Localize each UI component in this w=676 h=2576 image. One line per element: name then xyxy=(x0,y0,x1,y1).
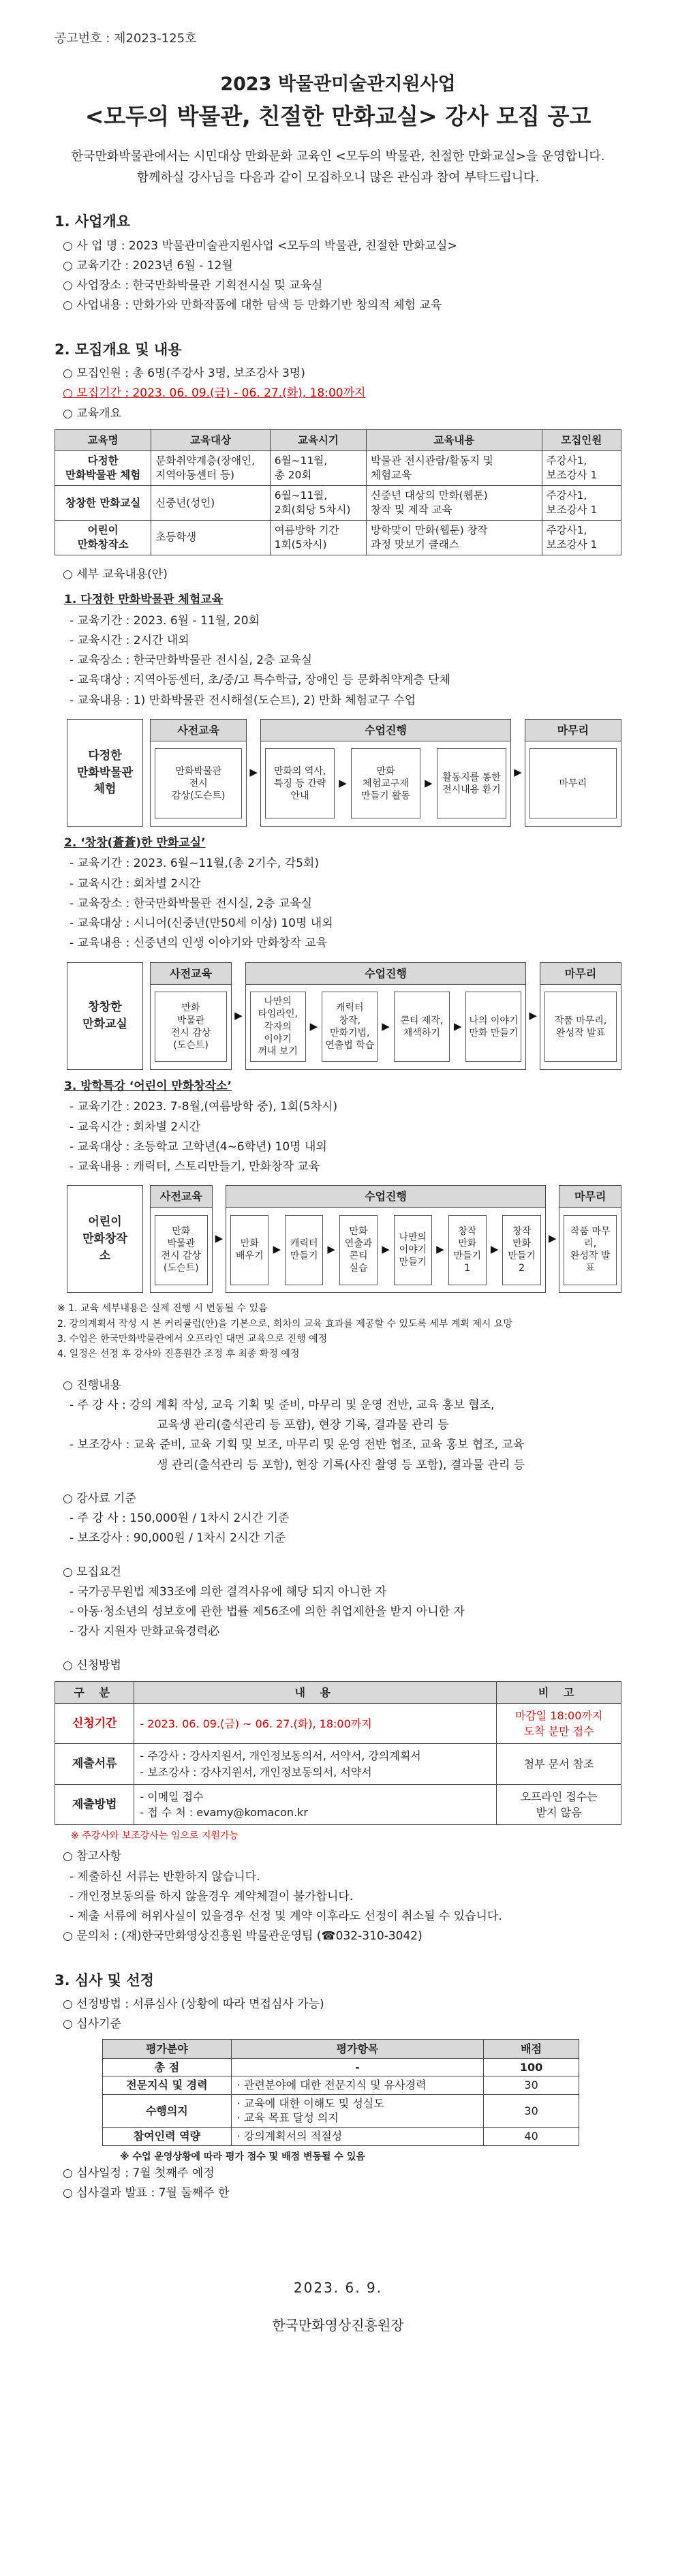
program-detail-line: - 교육내용 : 신중년의 인생 이야기와 만화창작 교육 xyxy=(70,936,328,951)
program-detail-line: - 교육내용 : 캐릭터, 스토리만들기, 만화창작 교육 xyxy=(70,1159,320,1174)
table-cell: 주강사1, 보조강사 1 xyxy=(542,451,621,486)
group-header: 사전교육 xyxy=(151,720,246,741)
review-schedule: ○ 심사일정 : 7월 첫째주 예정 xyxy=(63,2166,215,2180)
step-box: 작품 마무리, 완성작 발표 xyxy=(564,1215,617,1285)
note-line: 4. 일정은 선정 후 강사와 진흥원간 조정 후 최종 확정 예정 xyxy=(57,1349,300,1360)
step-box: 캐릭터 창작, 만화기법, 연출법 학습 xyxy=(322,992,378,1062)
table-cell: 신중년(성인) xyxy=(151,486,271,521)
program-detail-line: - 교육내용 : 1) 만화박물관 전시해설(도슨트), 2) 만화 체험교구 수업 xyxy=(70,693,416,707)
arrow-icon: ▶ xyxy=(249,765,258,778)
duty-title: ○ 진행내용 xyxy=(63,1378,121,1392)
table-row xyxy=(55,1704,621,1744)
program-label: 다정한 만화박물관 체험 xyxy=(67,719,143,827)
table-cell: 전문지식 및 경력 xyxy=(103,2076,232,2095)
section-3-title: 3. 심사 및 선정 xyxy=(55,1972,154,1989)
table-row xyxy=(55,1784,621,1824)
arrow-icon: ▶ xyxy=(514,765,522,778)
wrap-up-group xyxy=(540,962,621,1070)
step-box: 나의 이야기 만화 만들기 xyxy=(465,992,521,1062)
step-box: 창작 만화 만들기 1 xyxy=(448,1215,487,1285)
program-2-flow xyxy=(67,962,621,1070)
class-progress-group xyxy=(226,1185,546,1293)
contact-line: ○ 문의처 : (재)한국만화영상진흥원 박물관운영팀 (☎032-310-3042) xyxy=(63,1929,422,1944)
step-box: 만화 박물관 전시 감상 (도슨트) xyxy=(155,1215,208,1285)
program-label: 창창한 만화교실 xyxy=(67,962,143,1070)
table-cell: 30 xyxy=(484,2094,579,2127)
apply-row-note: 오프라인 접수는 받지 않음 xyxy=(497,1784,621,1824)
group-header: 마무리 xyxy=(525,720,621,741)
table-cell: 방학맞이 만화(웹툰) 창작 과정 맛보기 클래스 xyxy=(367,520,542,555)
table-header: 교육내용 xyxy=(367,429,542,450)
step-box: 창작 만화 만들기 2 xyxy=(502,1215,540,1285)
table-row xyxy=(103,2128,579,2146)
table-row xyxy=(55,520,621,555)
group-header: 수업진행 xyxy=(226,1186,545,1208)
overview-item: ○ 사 업 명 : 2023 박물관미술관지원사업 <모두의 박물관, 친절한 만화교실> xyxy=(63,239,457,253)
education-overview-label: ○ 교육개요 xyxy=(63,406,121,420)
table-cell: 총 점 xyxy=(103,2058,232,2076)
group-header: 사전교육 xyxy=(151,1186,212,1208)
detail-title: ○ 세부 교육내용(안) xyxy=(63,567,168,581)
group-body xyxy=(151,1208,212,1292)
arrow-icon: ▶ xyxy=(548,1232,557,1245)
apply-row-label: 제출서류 xyxy=(55,1744,134,1784)
arrow-icon: ▶ xyxy=(339,777,347,790)
program-detail-line: - 교육시간 : 2시간 내외 xyxy=(70,633,189,647)
fee-sub: - 보조강사 : 90,000원 / 1차시 2시간 기준 xyxy=(70,1531,286,1546)
requirement-line: - 강사 지원자 만화교육경력必 xyxy=(70,1625,219,1639)
notice-title: <모두의 박물관, 친절한 만화교실> 강사 모집 공고 xyxy=(84,103,592,130)
arrow-icon: ▶ xyxy=(425,777,433,790)
group-header: 수업진행 xyxy=(261,720,510,741)
intro-text xyxy=(55,147,621,188)
table-cell: 신중년 대상의 만화(웹툰) 창작 및 제작 교육 xyxy=(367,486,542,521)
section-2-title: 2. 모집개요 및 내용 xyxy=(55,341,182,358)
program-detail-line: - 교육대상 : 지역아동센터, 초/중/고 특수학급, 장애인 등 문화취약계층 단체 xyxy=(70,673,450,688)
table-row xyxy=(55,451,621,486)
table-header: 교육시기 xyxy=(270,429,366,450)
step-box: 나만의 타임라인, 각자의 이야기 꺼내 보기 xyxy=(250,992,306,1062)
arrow-icon: ▶ xyxy=(529,1009,537,1022)
criteria-table xyxy=(102,2039,579,2146)
apply-row-label: 신청기간 xyxy=(55,1704,134,1744)
table-cell: - xyxy=(231,2058,483,2076)
step-box: 만화 연출과 콘티 실습 xyxy=(339,1215,378,1285)
note-line: ※ 1. 교육 세부내용은 실제 진행 시 변동될 수 있음 xyxy=(57,1303,268,1315)
wrap-up-group xyxy=(525,719,621,827)
table-cell: 문화취약계층(장애인, 지역아동센터 등) xyxy=(151,451,271,486)
apply-row-note: 첨부 문서 참조 xyxy=(497,1744,621,1784)
program-1-title: 1. 다정한 만화박물관 체험교육 xyxy=(64,593,224,607)
requirement-line: - 아동·청소년의 성보호에 관한 법률 제56조에 의한 취업제한을 받지 아니한 자 xyxy=(70,1605,465,1619)
pre-education-group xyxy=(150,719,247,827)
table-cell: 주강사1, 보조강사 1 xyxy=(542,520,621,555)
reference-line: - 제출 서류에 허위사실이 있을경우 선정 및 계약 이후라도 선정이 취소될 수 있습니다. xyxy=(70,1910,502,1924)
group-header: 마무리 xyxy=(559,1186,621,1208)
program-detail-line: - 교육기간 : 2023. 7-8월,(여름방학 중), 1회(5차시) xyxy=(70,1100,338,1114)
table-header: 모집인원 xyxy=(542,429,621,450)
group-header: 마무리 xyxy=(540,963,621,985)
overview-item: ○ 사업내용 : 만화가와 만화작품에 대한 탐색 등 만화기반 창의적 체험 교육 xyxy=(63,298,442,313)
group-body xyxy=(525,741,621,826)
step-box: 만화 체험교구재 만들기 활동 xyxy=(351,748,420,818)
intro-line-2: 함께하실 강사님을 다음과 같이 모집하오니 많은 관심과 참여 부탁드립니다. xyxy=(136,170,540,185)
step-box: 나만의 이야기 만들기 xyxy=(394,1215,432,1285)
table-cell: 다정한 만화박물관 체험 xyxy=(55,451,151,486)
recruit-count: ○ 모집인원 : 총 6명(주강사 3명, 보조강사 3명) xyxy=(63,367,305,381)
table-header: 평가분야 xyxy=(103,2039,232,2058)
duty-sub-cont: 생 관리(출석관리 등 포함), 현장 기록(사진 촬영 등 포함), 결과물 관리 등 xyxy=(157,1458,525,1472)
education-overview-table xyxy=(55,429,621,555)
requirements-title: ○ 모집요건 xyxy=(63,1565,121,1579)
apply-row-content: - 2023. 06. 09.(금) ~ 06. 27.(화), 18:00까지 xyxy=(134,1704,497,1744)
step-box: 만화 박물관 전시 감상 (도슨트) xyxy=(155,992,227,1062)
group-header: 수업진행 xyxy=(246,963,526,985)
step-box: 캐릭터 만들기 xyxy=(285,1215,323,1285)
arrow-icon: ▶ xyxy=(382,1019,390,1032)
table-cell: · 강의계획서의 적절성 xyxy=(231,2128,483,2146)
table-row xyxy=(103,2058,579,2076)
program-detail-line: - 교육시간 : 회차별 2시간 xyxy=(70,876,201,891)
arrow-icon: ▶ xyxy=(436,1243,444,1256)
recruit-period: ○ 모집기간 : 2023. 06. 09.(금) - 06. 27.(화), 18:00까지 xyxy=(63,386,366,401)
step-box: 활동지를 통한 전시내용 환기 xyxy=(437,748,506,818)
pre-education-group xyxy=(150,1185,213,1293)
step-box: 만화 배우기 xyxy=(230,1215,268,1285)
arrow-icon: ▶ xyxy=(382,1243,390,1256)
group-body xyxy=(261,741,510,826)
arrow-icon: ▶ xyxy=(215,1232,224,1245)
fee-title: ○ 강사료 기준 xyxy=(63,1491,136,1505)
table-cell: 100 xyxy=(484,2058,579,2076)
table-header: 비 고 xyxy=(497,1681,621,1703)
note-line: 3. 수업은 한국만화박물관에서 오프라인 대면 교육으로 진행 예정 xyxy=(57,1334,328,1345)
arrow-icon: ▶ xyxy=(309,1019,318,1032)
selection-method: ○ 선정방법 : 서류심사 (상황에 따라 면접심사 가능) xyxy=(63,1997,324,2012)
table-header: 구 분 xyxy=(55,1681,134,1703)
apply-table xyxy=(55,1681,621,1825)
table-cell: 박물관 전시관람/활동지 및 체험교육 xyxy=(367,451,542,486)
apply-title: ○ 신청방법 xyxy=(63,1658,121,1672)
table-cell: 6월~11월, 총 20회 xyxy=(270,451,366,486)
table-header: 교육명 xyxy=(55,429,151,450)
fee-main: - 주 강 사 : 150,000원 / 1차시 2시간 기준 xyxy=(70,1512,290,1526)
apply-row-note: 마감일 18:00까지 도착 분만 접수 xyxy=(497,1704,621,1744)
table-cell: 수행의지 xyxy=(103,2094,232,2127)
step-box: 마무리 xyxy=(529,748,617,818)
group-body xyxy=(226,1208,545,1292)
program-title: 2023 박물관미술관지원사업 xyxy=(220,74,456,95)
arrow-icon: ▶ xyxy=(234,1009,243,1022)
section-1-title: 1. 사업개요 xyxy=(55,213,131,230)
criteria-title: ○ 심사기준 xyxy=(63,2017,121,2031)
overview-item: ○ 사업장소 : 한국만화박물관 기획전시실 및 교육실 xyxy=(63,279,323,293)
table-row xyxy=(103,2094,579,2127)
program-detail-line: - 교육시간 : 회차별 2시간 xyxy=(70,1120,201,1134)
table-header: 교육대상 xyxy=(151,429,271,450)
duty-main-cont: 교육생 관리(출석관리 등 포함), 현장 기록, 결과물 관리 등 xyxy=(157,1418,449,1432)
program-3-flow xyxy=(67,1185,621,1293)
program-detail-line: - 교육기간 : 2023. 6월~11월,(총 2기수, 각5회) xyxy=(70,857,319,871)
program-label: 어린이 만화창작 소 xyxy=(67,1185,143,1293)
table-cell: 30 xyxy=(484,2076,579,2095)
group-body xyxy=(559,1208,621,1292)
table-row xyxy=(55,1744,621,1784)
apply-row-content: - 주강사 : 강사지원서, 개인정보동의서, 서약서, 강의계획서 - 보조강사 : 강사지원서, 개인정보동의서, 서약서 xyxy=(134,1744,497,1784)
note-line: 2. 강의계획서 작성 시 본 커리큘럼(안)을 기본으로, 회차의 교육 효과를 제공할 수 있도록 세부 계획 제시 요망 xyxy=(57,1318,512,1330)
table-cell: 주강사1, 보조강사 1 xyxy=(542,486,621,521)
apply-note: ※ 주강사와 보조강사는 임으로 지원가능 xyxy=(71,1830,239,1842)
table-cell: 6월~11월, 2회(회당 5차시) xyxy=(270,486,366,521)
pre-education-group xyxy=(150,962,232,1070)
overview-item: ○ 교육기간 : 2023년 6월 - 12월 xyxy=(63,258,233,273)
step-box: 만화박물관 전시 감상(도슨트) xyxy=(155,748,242,818)
table-cell: · 관련분야에 대한 전문지식 및 유사경력 xyxy=(231,2076,483,2095)
group-header: 사전교육 xyxy=(151,963,231,985)
group-body xyxy=(246,985,526,1069)
program-detail-line: - 교육장소 : 한국만화박물관 전시실, 2층 교육실 xyxy=(70,654,313,668)
program-detail-line: - 교육장소 : 한국만화박물관 전시실, 2층 교육실 xyxy=(70,896,313,910)
issue-date: 2023. 6. 9. xyxy=(293,2280,383,2297)
requirement-line: - 국가공무원법 제33조에 의한 결격사유에 해당 되지 아니한 자 xyxy=(70,1584,387,1599)
apply-row-label: 제출방법 xyxy=(55,1784,134,1824)
table-header: 내 용 xyxy=(134,1681,497,1703)
reference-title: ○ 참고사항 xyxy=(63,1850,121,1864)
program-detail-line: - 교육대상 : 초등학교 고학년(4~6학년) 10명 내외 xyxy=(70,1139,327,1154)
duty-sub: - 보조강사 : 교육 준비, 교육 기획 및 보조, 마무리 및 운영 전반 협조, 교육 홍보 협조, 교육 xyxy=(70,1438,525,1452)
table-cell: 40 xyxy=(484,2128,579,2146)
wrap-up-group xyxy=(559,1185,621,1293)
apply-row-content: - 이메일 접수 - 접 수 처 : evamy@komacon.kr xyxy=(134,1784,497,1824)
reference-line: - 개인정보동의를 하지 않을경우 계약체결이 불가합니다. xyxy=(70,1889,354,1903)
notes xyxy=(55,1301,621,1362)
class-progress-group xyxy=(260,719,511,827)
table-header: 평가항목 xyxy=(231,2039,483,2058)
arrow-icon: ▶ xyxy=(273,1243,281,1256)
step-box: 작품 마무리, 완성작 발표 xyxy=(544,992,617,1062)
program-detail-line: - 교육대상 : 시니어(신중년(만50세 이상) 10명 내외 xyxy=(70,917,333,931)
class-progress-group xyxy=(245,962,527,1070)
program-2-title: 2. ‘창창(蒼蒼)한 만화교실’ xyxy=(64,835,206,850)
reference-line: - 제출하신 서류는 반환하지 않습니다. xyxy=(70,1869,260,1884)
arrow-icon: ▶ xyxy=(453,1019,462,1032)
duty-main: - 주 강 사 : 강의 계획 작성, 교육 기획 및 준비, 마무리 및 운영 전반, 교육 홍보 협조, xyxy=(70,1398,495,1413)
program-detail-line: - 교육기간 : 2023. 6월 - 11월, 20회 xyxy=(70,613,260,628)
table-cell: · 교육에 대한 이해도 및 성실도 · 교육 목표 달성 의지 xyxy=(231,2094,483,2127)
review-result: ○ 심사결과 발표 : 7월 둘째주 한 xyxy=(63,2186,230,2201)
step-box: 만화의 역사, 특징 등 간략 안내 xyxy=(265,748,335,818)
table-cell: 어린이 만화창작소 xyxy=(55,520,151,555)
intro-line-1: 한국만화박물관에서는 시민대상 만화문화 교육인 <모두의 박물관, 친절한 만화교실>을 운영합니다. xyxy=(71,149,605,164)
program-1-flow xyxy=(67,719,621,827)
table-cell: 여름방학 기간 1회(5차시) xyxy=(270,520,366,555)
table-cell: 초등학생 xyxy=(151,520,271,555)
arrow-icon: ▶ xyxy=(490,1243,499,1256)
table-cell: 창창한 만화교실 xyxy=(55,486,151,521)
notice-number: 공고번호 : 제2023-125호 xyxy=(55,31,197,46)
group-body xyxy=(151,985,231,1069)
criteria-note: ※ 수업 운영상황에 따라 평가 점수 및 배점 변동될 수 있음 xyxy=(120,2151,365,2162)
table-row xyxy=(103,2076,579,2095)
issuer: 한국만화영상진흥원장 xyxy=(272,2317,404,2334)
step-box: 콘티 제작, 채색하기 xyxy=(394,992,450,1062)
program-3-title: 3. 방학특강 ‘어린이 만화창작소’ xyxy=(64,1079,232,1093)
table-header: 배점 xyxy=(484,2039,579,2058)
table-row xyxy=(55,486,621,521)
group-body xyxy=(151,741,246,826)
arrow-icon: ▶ xyxy=(327,1243,335,1256)
table-cell: 참여인력 역량 xyxy=(103,2128,232,2146)
group-body xyxy=(540,985,621,1069)
